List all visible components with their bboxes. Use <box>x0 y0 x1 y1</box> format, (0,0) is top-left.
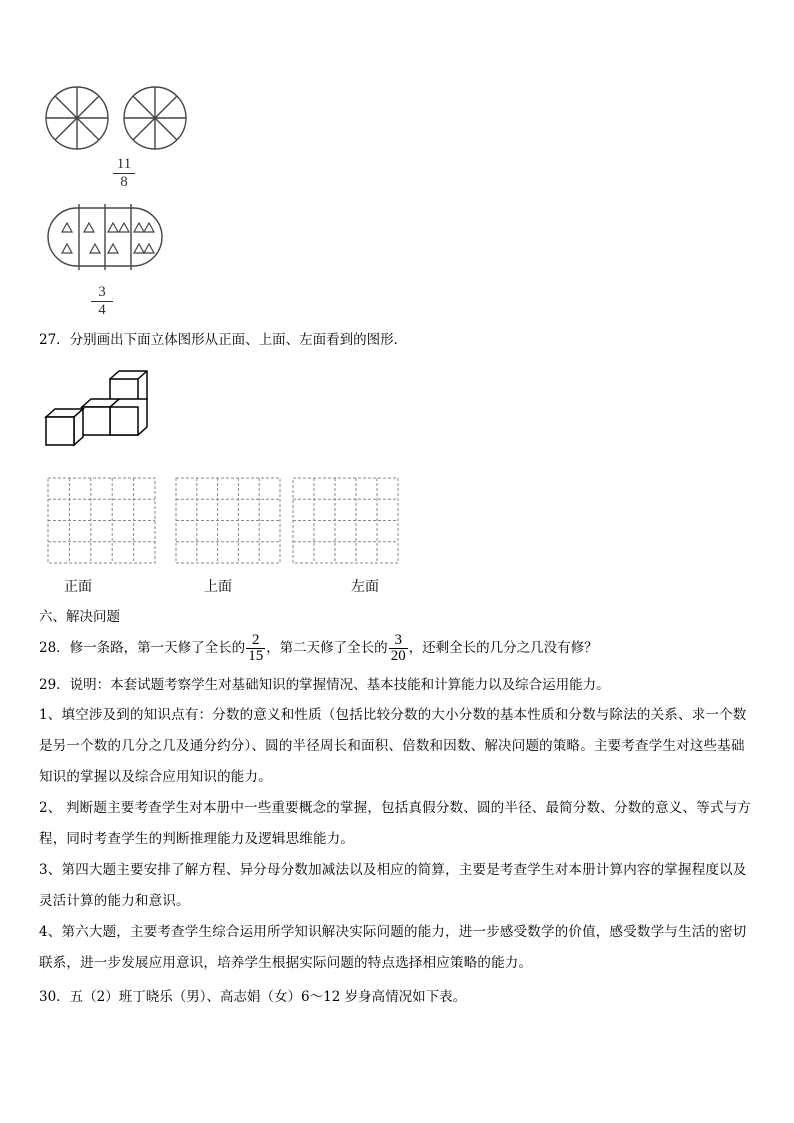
fraction-denominator: 8 <box>120 174 128 190</box>
fraction-numerator: 3 <box>91 284 113 302</box>
q28-text-3: ，还剩全长的几分之几没有修？ <box>408 640 598 656</box>
question-29-point-3: 3、第四大题主要安排了解方程、异分母分数加减法以及相应的简算，主要是考查学生对本册计算内容的掌握程度以及灵活计算的能力和意识。 <box>39 862 747 909</box>
fraction-numerator: 3 <box>389 633 408 649</box>
top-view-label: 上面 <box>204 579 232 595</box>
left-view-label: 左面 <box>351 579 379 595</box>
fraction-2-15 <box>246 633 265 664</box>
fraction-denominator: 15 <box>248 648 264 664</box>
q28-text-2: ，第二天修了全长的 <box>266 640 388 656</box>
question-28 <box>39 631 598 665</box>
fraction-3-20 <box>389 633 408 664</box>
cubes-figure <box>40 365 160 450</box>
question-27: 27．分别画出下面立体图形从正面、上面、左面看到的图形． <box>39 332 408 348</box>
fraction-denominator: 20 <box>390 648 406 664</box>
fraction-denominator: 4 <box>98 302 106 318</box>
top-view-grid[interactable] <box>175 477 285 565</box>
section-title: 六、解决问题 <box>39 609 120 625</box>
question-29-point-2: 2、 判断题主要考查学生对本册中一些重要概念的掌握，包括真假分数、圆的半径、最简分数、分数的意义、等式与方程，同时考查学生的判断推理能力及逻辑思维能力。 <box>39 800 751 847</box>
question-30: 30．五（2）班丁晓乐（男）、高志娟（女）6～12 岁身高情况如下表。 <box>39 989 467 1005</box>
circles-figure <box>40 80 200 160</box>
circle-left <box>46 87 108 149</box>
front-view-grid[interactable] <box>47 477 157 565</box>
fraction-numerator: 11 <box>113 156 135 174</box>
q28-text-1: 28．修一条路，第一天修了全长的 <box>39 640 246 656</box>
circle-right <box>124 87 186 149</box>
left-view-grid[interactable] <box>292 477 402 565</box>
triangles <box>62 223 154 253</box>
oval-triangles-figure <box>44 200 166 276</box>
question-29-point-4: 4、第六大题，主要考查学生综合运用所学知识解决实际问题的能力，进一步感受数学的价值，感受数学与生活的密切联系，进一步发展应用意识，培养学生根据实际问题的特点选择相应策略的能力。 <box>39 924 747 971</box>
fraction-numerator: 2 <box>246 633 265 649</box>
circles-fraction <box>113 156 135 191</box>
oval-fraction <box>91 284 113 319</box>
question-29-point-1: 1、填空涉及到的知识点有：分数的意义和性质（包括比较分数的大小分数的基本性质和分数与除法的关系、求一个数是另一个数的几分之几及通分约分）、圆的半径周长和面积、倍数和因数、解决问题的策略。主要考查学生对这些基础知识的掌握以及综合应用知识的能力。 <box>39 707 747 785</box>
question-29-intro: 29．说明：本套试题考察学生对基础知识的掌握情况、基本技能和计算能力以及综合运用能力。 <box>39 677 610 693</box>
front-view-label: 正面 <box>64 579 92 595</box>
